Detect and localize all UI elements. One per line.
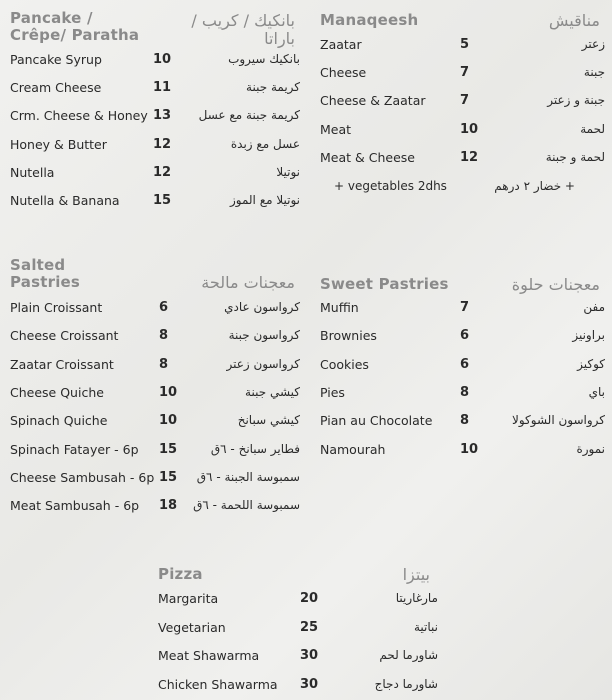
manaqeesh-section [320,10,605,200]
menu-item-name-ar: كرواسون عادي [224,300,300,314]
menu-item-row [10,108,300,128]
section-title-salted: Salted Pastries [10,256,81,291]
menu-item-name: Vegetarian [158,619,226,635]
section-title-manaqeesh: Manaqeesh [320,11,419,29]
menu-item-name-ar: عسل مع زبدة [230,136,300,151]
menu-item-row [320,413,605,433]
menu-item-price: 10 [460,121,479,137]
menu-item-name: Meat [320,121,352,137]
menu-item-name-ar: باي [588,384,605,399]
menu-item-row [320,37,605,57]
menu-item-price: 15 [153,193,172,208]
menu-item-name-ar: كوكيز [577,356,605,371]
menu-item-name: Pancake Syrup [10,52,102,67]
menu-item-row [10,80,300,100]
menu-item-row [10,165,300,185]
menu-item-name: Cheese [320,65,367,81]
menu-item-name: Zaatar Croissant [10,356,114,372]
menu-item-price: 6 [460,328,470,344]
menu-item-price: 10 [159,384,178,400]
menu-item-name: Cookies [320,356,369,372]
menu-item-price: 7 [460,65,470,81]
menu-item-price: 30 [300,648,319,663]
menu-item-name-ar: كرواسون زعتر [226,356,300,371]
menu-item-price: 12 [153,164,172,180]
menu-item-price: 6 [159,300,169,315]
menu-item-name-ar: براونيز [572,328,605,343]
menu-item-name-ar: كريمة جبنة مع عسل [198,108,300,123]
menu-item-row [10,193,300,213]
menu-item-price: 7 [460,93,470,109]
menu-item-row [320,385,605,405]
vegetables-note: + vegetables 2dhs [334,179,447,193]
menu-item-price: 8 [159,356,169,372]
menu-item-name: Zaatar [320,37,362,52]
menu-item-price: 8 [159,328,169,344]
menu-item-price: 20 [300,591,319,606]
menu-item-name-ar: شاورما لحم [379,648,438,662]
menu-item-price: 5 [460,37,470,52]
menu-item-name-ar: جبنة و زعتر [547,93,605,108]
menu-item-name-ar: مفن [583,300,605,314]
menu-item-price: 10 [153,52,172,67]
menu-item-price: 13 [153,108,172,124]
menu-item-name-ar: زعتر [581,37,605,51]
menu-item-name-ar: كريمة جبنة [246,80,300,95]
menu-item-name: Cheese Sambusah - 6p [10,469,155,485]
menu-item-name: Meat & Cheese [320,149,415,165]
section-title-ar-manaqeesh: مناقيش [548,11,600,30]
menu-item-name-ar: كيشي جبنة [245,384,300,399]
sweet-pastries-section [320,274,605,474]
menu-item-name-ar: سمبوسة اللحمة - ٦ق [193,498,300,513]
section-title-pizza: Pizza [158,565,203,583]
menu-item-name: Cream Cheese [10,80,102,96]
menu-item-row [320,357,605,377]
menu-item-row [158,648,438,668]
menu-item-name-ar: نوتيلا [276,164,300,179]
section-title-ar-sweet: معجنات حلوة [511,275,600,294]
menu-item-row [158,677,438,697]
pancake-section [10,10,300,220]
menu-item-name-ar: كرواسون جبنة [228,328,300,343]
menu-item-price: 10 [159,413,178,429]
menu-item-price: 30 [300,676,319,692]
menu-item-row [320,93,605,113]
menu-item-row [10,385,300,405]
menu-item-row [320,122,605,142]
menu-item-name: Cheese Croissant [10,328,119,344]
section-title-sweet: Sweet Pastries [320,275,449,293]
menu-item-name-ar: جبنة [583,65,605,80]
menu-item-name: Plain Croissant [10,300,103,315]
pizza-section [158,564,438,694]
vegetables-note-ar: + خضار ٢ درهم [494,179,575,193]
menu-item-row [10,52,300,72]
menu-item-row [320,328,605,348]
menu-item-name: Margarita [158,591,219,606]
section-title-ar-salted: معجنات مالحة [201,273,295,292]
menu-item-name-ar: لحمة و جبنة [545,149,605,164]
menu-item-name: Chicken Shawarma [158,676,278,692]
menu-item-name: Honey & Butter [10,136,107,152]
menu-item-name: Crm. Cheese & Honey [10,108,148,124]
menu-item-row [158,591,438,611]
section-title-ar-pizza: بيتزا [402,565,430,584]
menu-item-price: 7 [460,300,470,315]
menu-item-name-ar: شاورما دجاج [374,676,438,691]
section-title-pancake: Pancake / Crêpe/ Paratha [10,9,140,44]
menu-item-row [10,413,300,433]
menu-item-name: Namourah [320,441,386,457]
menu-item-name-ar: مارغاريتا [395,591,438,605]
menu-item-name: Muffin [320,300,359,315]
menu-item-price: 11 [153,80,172,96]
menu-item-row [10,357,300,377]
menu-item-price: 15 [159,469,178,485]
menu-item-name: Brownies [320,328,377,344]
menu-item-row [10,137,300,157]
menu-item-row [10,442,300,462]
menu-item-price: 12 [460,149,479,165]
menu-item-name: Pies [320,384,345,400]
menu-item-name: Cheese & Zaatar [320,93,426,109]
menu-item-name-ar: سمبوسة الجبنة - ٦ق [196,469,300,484]
menu-item-row [320,65,605,85]
menu-item-name: Pian au Chocolate [320,413,433,429]
salted-pastries-section [10,257,300,527]
menu-item-name: Spinach Quiche [10,413,108,429]
menu-item-row [10,470,300,490]
menu-item-row [320,150,605,170]
menu-item-price: 18 [159,498,178,514]
menu-item-name-ar: كيشي سبانخ [237,413,300,428]
menu-item-price: 10 [460,441,479,457]
section-title-ar-pancake: بانكيك / كريب / باراتا [191,11,295,48]
menu-item-price: 12 [153,136,172,152]
menu-item-name-ar: فطاير سبانخ - ٦ق [210,441,300,456]
menu-item-price: 25 [300,619,319,635]
menu-item-price: 8 [460,413,470,429]
menu-item-name: Nutella [10,164,55,180]
menu-item-row [10,498,300,518]
menu-item-name-ar: لحمة [580,121,605,136]
menu-item-price: 15 [159,441,178,457]
menu-item-name: Spinach Fatayer - 6p [10,441,139,457]
menu-item-price: 8 [460,384,470,400]
menu-item-row [10,300,300,320]
menu-item-name: Meat Shawarma [158,648,260,663]
menu-item-name-ar: كرواسون الشوكولا [512,413,605,428]
menu-item-name-ar: نمورة [576,441,605,456]
menu-item-row [320,442,605,462]
menu-item-row [320,300,605,320]
menu-item-row [158,620,438,640]
menu-item-name: Meat Sambusah - 6p [10,498,140,514]
menu-item-name-ar: نباتية [413,619,438,634]
menu-item-row [10,328,300,348]
menu-item-name: Nutella & Banana [10,193,120,208]
menu-item-name-ar: بانكيك سيروب [228,52,300,66]
menu-item-name: Cheese Quiche [10,384,104,400]
menu-item-price: 6 [460,356,470,372]
menu-item-name-ar: نوتيلا مع الموز [229,193,300,207]
